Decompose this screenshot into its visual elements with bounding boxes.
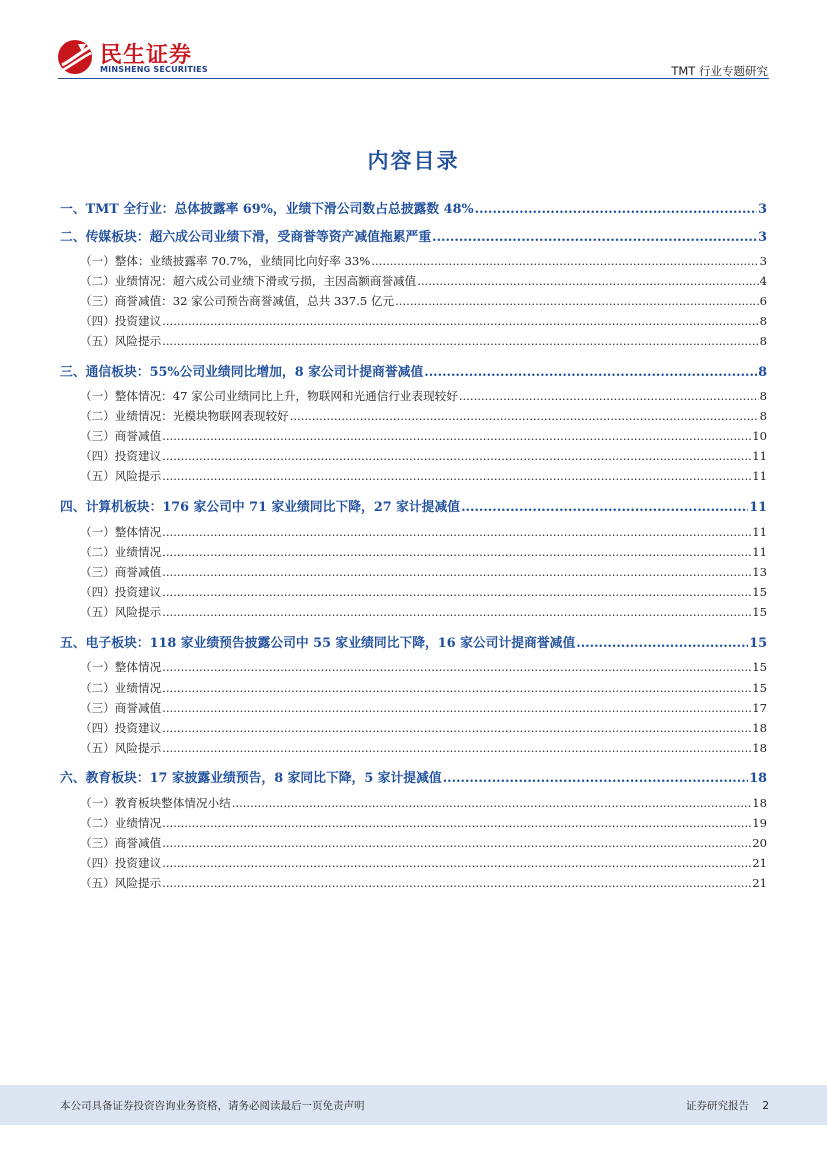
toc-leader-dots	[290, 409, 759, 423]
toc-entry-label: （五）风险提示	[80, 741, 162, 755]
toc-entry-page: 19	[752, 816, 767, 830]
toc-entry-label: （五）风险提示	[80, 605, 162, 619]
toc-leader-dots	[162, 701, 751, 715]
toc-entry-label: （四）投资建议	[80, 856, 162, 870]
report-type-label: TMT 行业专题研究	[671, 64, 768, 78]
toc-leader-dots	[475, 202, 757, 217]
toc-subsection-entry[interactable]	[80, 875, 767, 895]
toc-leader-dots	[162, 314, 758, 328]
toc-subsection-entry[interactable]	[80, 795, 767, 815]
toc-entry-page: 3	[758, 202, 767, 217]
toc-subsection-entry[interactable]	[80, 740, 767, 760]
brand-name-en: MINSHENG SECURITIES	[100, 65, 208, 74]
toc-leader-dots	[162, 545, 751, 559]
toc-subsection-entry[interactable]	[80, 408, 767, 428]
toc-leader-dots	[371, 254, 758, 268]
toc-section-entry[interactable]	[60, 198, 767, 218]
toc-subsection-entry[interactable]	[80, 720, 767, 740]
toc-leader-dots	[162, 741, 751, 755]
toc-entry-label: （二）业绩情况	[80, 816, 162, 830]
toc-subsection-entry[interactable]	[80, 564, 767, 584]
toc-entry-page: 18	[749, 771, 767, 786]
toc-leader-dots	[162, 525, 751, 539]
toc-leader-dots	[459, 389, 759, 403]
toc-entry-label: （二）业绩情况	[80, 545, 162, 559]
toc-leader-dots	[576, 636, 748, 651]
toc-leader-dots	[162, 334, 758, 348]
footer-doc-type: 证券研究报告	[685, 1100, 749, 1112]
toc-leader-dots	[424, 365, 757, 380]
toc-entry-label: （五）风险提示	[80, 876, 162, 890]
toc-entry-label: （四）投资建议	[80, 585, 162, 599]
page-header	[0, 0, 827, 80]
toc-leader-dots	[162, 565, 751, 579]
toc-entry-page: 3	[758, 230, 767, 245]
toc-subsection-entry[interactable]	[80, 253, 767, 273]
toc-entry-page: 15	[749, 636, 767, 651]
toc-entry-label: （二）业绩情况	[80, 681, 162, 695]
toc-leader-dots	[162, 449, 751, 463]
toc-subsection-entry[interactable]	[80, 604, 767, 624]
toc-entry-label: （一）整体情况：47 家公司业绩同比上升，物联网和光通信行业表现较好	[80, 389, 458, 403]
toc-entry-label: （一）教育板块整体情况小结	[80, 796, 231, 810]
toc-section-entry[interactable]	[60, 767, 767, 787]
toc-leader-dots	[417, 274, 758, 288]
toc-entry-page: 10	[752, 429, 767, 443]
toc-subsection-entry[interactable]	[80, 815, 767, 835]
toc-entry-label: （四）投资建议	[80, 721, 162, 735]
minsheng-logo-icon	[56, 38, 96, 78]
toc-subsection-entry[interactable]	[80, 544, 767, 564]
toc-entry-page: 20	[752, 836, 767, 850]
toc-entry-page: 15	[752, 605, 767, 619]
toc-entry-page: 15	[752, 585, 767, 599]
toc-entry-label: （一）整体情况	[80, 660, 162, 674]
toc-leader-dots	[432, 230, 757, 245]
toc-entry-page: 6	[759, 294, 767, 308]
toc-leader-dots	[162, 816, 751, 830]
toc-subsection-entry[interactable]	[80, 448, 767, 468]
toc-subsection-entry[interactable]	[80, 855, 767, 875]
toc-leader-dots	[162, 876, 751, 890]
toc-entry-label: 三、通信板块：55%公司业绩同比增加，8 家公司计提商誉减值	[60, 365, 424, 380]
toc-subsection-entry[interactable]	[80, 388, 767, 408]
toc-entry-page: 4	[759, 274, 767, 288]
toc-entry-page: 17	[752, 701, 767, 715]
toc-subsection-entry[interactable]	[80, 313, 767, 333]
toc-entry-page: 8	[759, 389, 767, 403]
toc-entry-page: 13	[752, 565, 767, 579]
toc-subsection-entry[interactable]	[80, 584, 767, 604]
toc-subsection-entry[interactable]	[80, 835, 767, 855]
toc-entry-label: （三）商誉减值	[80, 701, 162, 715]
toc-entry-page: 18	[752, 721, 767, 735]
toc-leader-dots	[162, 585, 751, 599]
brand-logo	[56, 38, 216, 78]
toc-entry-label: （一）整体情况	[80, 525, 162, 539]
toc-subsection-entry[interactable]	[80, 524, 767, 544]
toc-entry-page: 11	[752, 525, 767, 539]
toc-leader-dots	[162, 469, 751, 483]
toc-entry-label: （四）投资建议	[80, 314, 162, 328]
toc-section-entry[interactable]	[60, 361, 767, 381]
toc-entry-label: （三）商誉减值	[80, 565, 162, 579]
toc-entry-label: （五）风险提示	[80, 469, 162, 483]
toc-subsection-entry[interactable]	[80, 293, 767, 313]
toc-entry-label: （五）风险提示	[80, 334, 162, 348]
toc-entry-label: （一）整体：业绩披露率 70.7%，业绩同比向好率 33%	[80, 254, 371, 268]
toc-section-entry[interactable]	[60, 226, 767, 246]
toc-leader-dots	[395, 294, 759, 308]
toc-leader-dots	[162, 836, 751, 850]
toc-title: 内容目录	[367, 149, 460, 173]
toc-entry-label: 六、教育板块：17 家披露业绩预告，8 家同比下降，5 家计提减值	[60, 771, 442, 786]
toc-entry-page: 8	[759, 409, 767, 423]
toc-subsection-entry[interactable]	[80, 700, 767, 720]
toc-entry-label: （三）商誉减值	[80, 429, 162, 443]
toc-leader-dots	[162, 856, 751, 870]
toc-entry-label: 一、TMT 全行业：总体披露率 69%，业绩下滑公司数占总披露数 48%	[60, 202, 474, 217]
toc-entry-page: 8	[759, 314, 767, 328]
toc-leader-dots	[162, 429, 751, 443]
toc-entry-page: 21	[752, 856, 767, 870]
toc-subsection-entry[interactable]	[80, 468, 767, 488]
toc-entry-label: （二）业绩情况：超六成公司业绩下滑或亏损，主因高额商誉减值	[80, 274, 417, 288]
toc-entry-label: （二）业绩情况：光模块物联网表现较好	[80, 409, 289, 423]
toc-entry-page: 21	[752, 876, 767, 890]
toc-entry-label: 五、电子板块：118 家业绩预告披露公司中 55 家业绩同比下降，16 家公司计提商誉减值	[60, 636, 576, 651]
footer-page-number: 2	[762, 1100, 769, 1112]
toc-subsection-entry[interactable]	[80, 680, 767, 700]
toc-entry-label: （四）投资建议	[80, 449, 162, 463]
toc-subsection-entry[interactable]	[80, 273, 767, 293]
toc-entry-page: 11	[752, 545, 767, 559]
toc-entry-page: 15	[752, 681, 767, 695]
brand-name-cn: 民生证券	[100, 43, 193, 68]
toc-entry-page: 8	[759, 334, 767, 348]
toc-entry-page: 15	[752, 660, 767, 674]
header-divider	[58, 78, 769, 79]
toc-entry-page: 18	[752, 796, 767, 810]
toc-entry-page: 11	[752, 449, 767, 463]
toc-leader-dots	[162, 721, 751, 735]
toc-leader-dots	[162, 681, 751, 695]
toc-subsection-entry[interactable]	[80, 659, 767, 679]
toc-subsection-entry[interactable]	[80, 333, 767, 353]
toc-entry-label: 四、计算机板块：176 家公司中 71 家业绩同比下降，27 家计提减值	[60, 500, 461, 515]
toc-leader-dots	[443, 771, 748, 786]
toc-entry-label: 二、传媒板块：超六成公司业绩下滑，受商誉等资产减值拖累严重	[60, 230, 432, 245]
toc-entry-page: 3	[759, 254, 767, 268]
toc-leader-dots	[232, 796, 752, 810]
toc-leader-dots	[162, 660, 751, 674]
toc-entry-page: 18	[752, 741, 767, 755]
toc-entry-label: （三）商誉减值	[80, 836, 162, 850]
toc-leader-dots	[162, 605, 751, 619]
toc-entry-page: 8	[758, 365, 767, 380]
footer-info	[676, 1098, 769, 1113]
toc-subsection-entry[interactable]	[80, 428, 767, 448]
footer-disclaimer: 本公司具备证券投资咨询业务资格，请务必阅读最后一页免责声明	[60, 1100, 365, 1112]
toc-entry-page: 11	[752, 469, 767, 483]
toc-leader-dots	[461, 500, 748, 515]
toc-section-entry[interactable]	[60, 632, 767, 652]
toc-section-entry[interactable]	[60, 496, 767, 516]
toc-entry-label: （三）商誉减值：32 家公司预告商誉减值，总共 337.5 亿元	[80, 294, 395, 308]
toc-entry-page: 11	[749, 500, 767, 515]
